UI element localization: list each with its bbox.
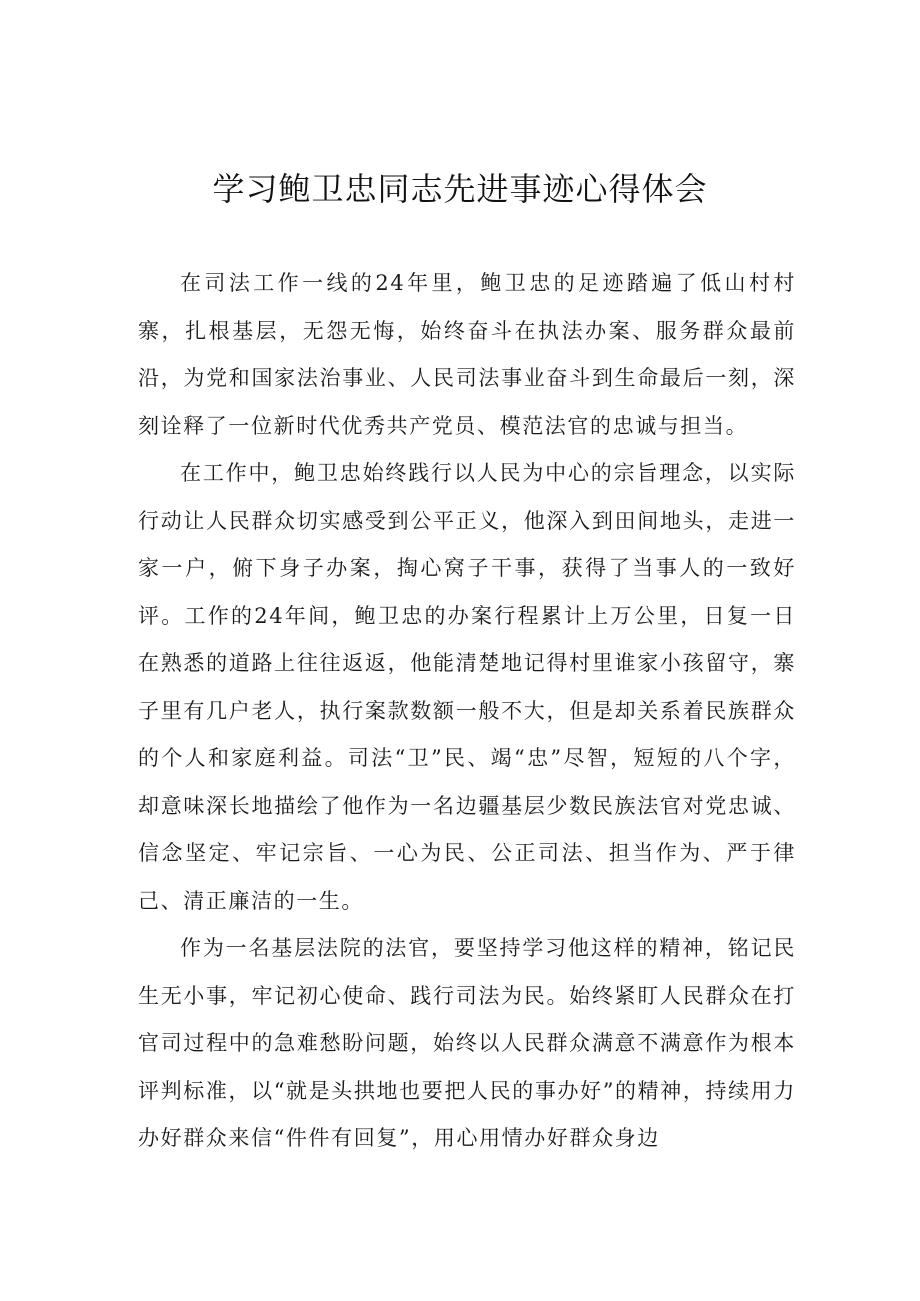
document-body — [138, 260, 796, 1163]
document-title: 学习鲍卫忠同志先进事迹心得体会 — [212, 170, 708, 208]
paragraph-2: 在工作中，鲍卫忠始终践行以人民为中心的宗旨理念，以实际行动让人民群众切实感受到公平正义，他深入到田间地头，走进一家一户，俯下身子办案，掏心窝子干事，获得了当事人的一致好评。工作的24年间，鲍卫忠的办案行程累计上万公里，日复一日在熟悉的道路上往往返返，他能清楚地记得村里谁家小孩留守，寨子里有几户老人，执行案款数额一般不大，但是却关系着民族群众的个人和家庭利益。司法“卫”民、竭“忠”尽智，短短的八个字，却意味深长地描绘了他作为一名边疆基层少数民族法官对党忠诚、信念坚定、牢记宗旨、一心为民、公正司法、担当作为、严于律己、清正廉洁的一生。 — [138, 461, 796, 913]
paragraph-3: 作为一名基层法院的法官，要坚持学习他这样的精神，铭记民生无小事，牢记初心使命、践行司法为民。始终紧盯人民群众在打官司过程中的急难愁盼问题，始终以人民群众满意不满意作为根本评判标准，以“就是头拱地也要把人民的事办好”的精神，持续用力办好群众来信“件件有回复”，用心用情办好群众身边 — [138, 936, 796, 1150]
paragraph-1: 在司法工作一线的24年里，鲍卫忠的足迹踏遍了低山村村寨，扎根基层，无怨无悔，始终奋斗在执法办案、服务群众最前沿，为党和国家法治事业、人民司法事业奋斗到生命最后一刻，深刻诠释了一位新时代优秀共产党员、模范法官的忠诚与担当。 — [138, 271, 796, 438]
